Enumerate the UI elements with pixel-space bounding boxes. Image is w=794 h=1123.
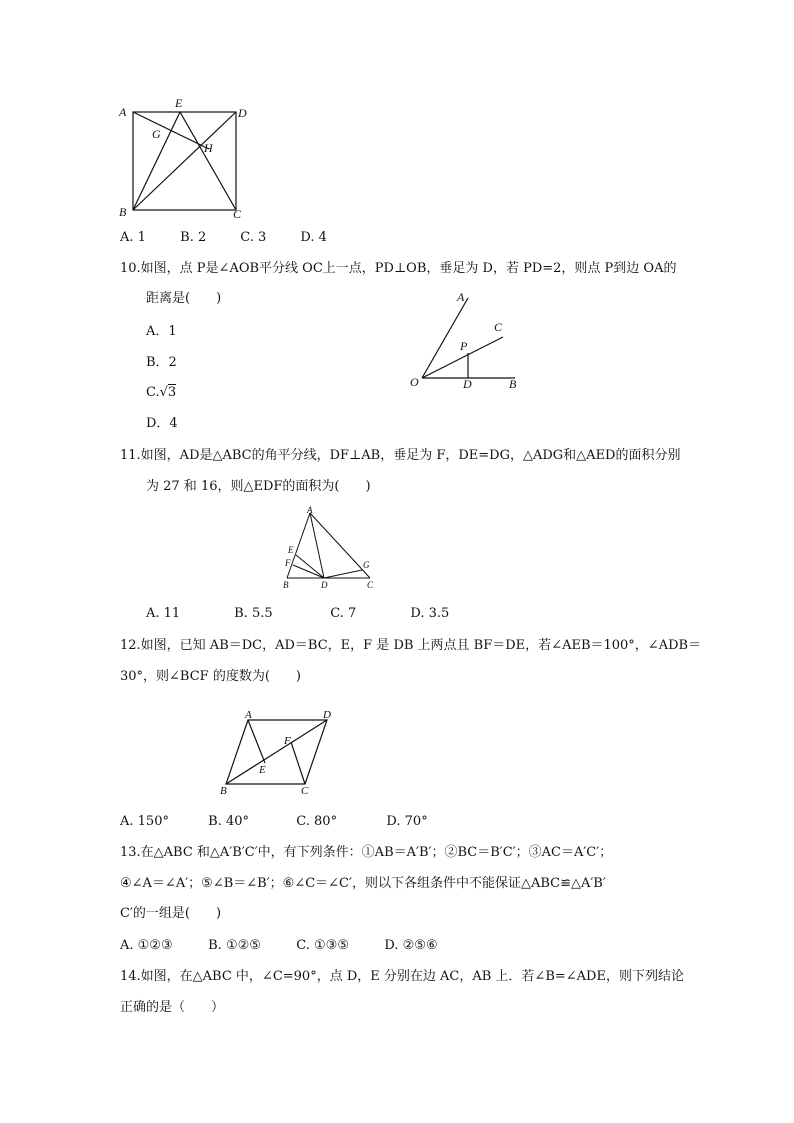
q11-option-b[interactable]: B. 5.5 [234,606,273,621]
q14-stem-line2: 正确的是（ ） [120,1000,225,1015]
q10-label-c: C [494,320,503,334]
q13-stem-line3: C′的一组是( ) [120,906,222,921]
q11-label-g: G [363,560,370,570]
q13-option-a[interactable]: A. ①②③ [120,938,173,953]
q9-options [120,230,327,246]
q10-option-a[interactable]: A．1 [146,324,177,339]
q12-option-d[interactable]: D. 70° [386,814,428,829]
q12-option-b[interactable]: B. 40° [208,814,250,829]
q12-stem-line2: 30°，则∠BCF 的度数为( ) [120,669,301,684]
q9-label-d: D [238,106,247,120]
q13-options [120,938,438,954]
q11-label-a: A [307,505,313,515]
q11-label-d: D [321,580,328,590]
q11-label-b: B [283,580,289,590]
q11-label-c: C [367,580,374,590]
q9-label-c: C [233,207,242,221]
q11-label-f: F [285,558,291,568]
q11-option-d[interactable]: D. 3.5 [410,606,450,621]
q12-option-c[interactable]: C. 80° [296,814,338,829]
q10-label-a: A [457,290,465,304]
q14-stem-line1: 14.如图，在△ABC 中，∠C=90°，点 D，E 分别在边 AC，AB 上．若∠B=∠ADE，则下列结论 [120,969,684,984]
q9-figure [114,92,254,222]
q11-label-e: E [288,545,294,555]
q10-figure [405,288,530,390]
q10-option-c-radicand: 3 [167,385,177,400]
q11-option-c[interactable]: C. 7 [330,606,357,621]
q9-label-h: H [204,141,213,155]
q11-stem-line1: 11.如图，AD是△ABC的角平分线，DF⊥AB，垂足为 F，DE=DG，△ADG和△AED的面积分别 [120,448,681,463]
q10-option-d[interactable]: D．4 [146,416,178,431]
q11-figure [280,503,380,591]
q13-stem-line2: ④∠A＝∠A′；⑤∠B＝∠B′；⑥∠C＝∠C′，则以下各组条件中不能保证△ABC≌△A′B′ [120,876,606,891]
q12-label-d: D [323,709,331,721]
q9-option-b[interactable]: B. 2 [180,230,207,245]
q12-label-c: C [301,785,309,797]
q10-option-c[interactable] [146,385,176,401]
q12-label-e: E [259,764,266,776]
q12-options [120,814,428,830]
q12-label-b: B [220,785,227,797]
q12-stem-line1: 12.如图，已知 AB＝DC，AD＝BC，E，F 是 DB 上两点且 BF＝DE，若∠AEB＝100°，∠ADB＝ [120,638,702,653]
q13-stem-line1: 13.在△ABC 和△A′B′C′中，有下列条件：①AB＝A′B′；②BC＝B′C′；③AC＝A′C′； [120,845,613,860]
q10-option-b[interactable]: B．2 [146,355,177,370]
q12-label-a: A [245,709,252,721]
q9-label-e: E [175,96,183,110]
q9-label-a: A [119,105,127,119]
q10-stem-line2: 距离是( ) [146,291,222,306]
q10-label-b: B [509,377,517,390]
q11-options [146,606,449,622]
q10-label-o: O [410,375,419,389]
sqrt-icon: √ [159,385,168,400]
q13-option-d[interactable]: D. ②⑤⑥ [384,938,438,953]
q9-option-a[interactable]: A. 1 [120,230,146,245]
q9-label-g: G [152,127,161,141]
q9-option-d[interactable]: D. 4 [300,230,327,245]
q9-label-b: B [119,205,127,219]
q12-label-f: F [284,735,291,747]
q13-option-c[interactable]: C. ①③⑤ [296,938,349,953]
q12-option-a[interactable]: A. 150° [120,814,169,829]
q11-option-a[interactable]: A. 11 [146,606,181,621]
q13-option-b[interactable]: B. ①②⑤ [208,938,261,953]
q9-option-c[interactable]: C. 3 [240,230,267,245]
q10-stem-line1: 10.如图，点 P是∠AOB平分线 OC上一点，PD⊥OB，垂足为 D，若 PD=2，则点 P到边 OA的 [120,261,677,276]
q10-label-p: P [460,339,468,353]
q10-label-d: D [463,377,472,390]
q12-figure [215,706,345,801]
q10-option-c-label: C. [146,385,160,400]
q11-stem-line2: 为 27 和 16，则△EDF的面积为( ) [146,479,371,494]
